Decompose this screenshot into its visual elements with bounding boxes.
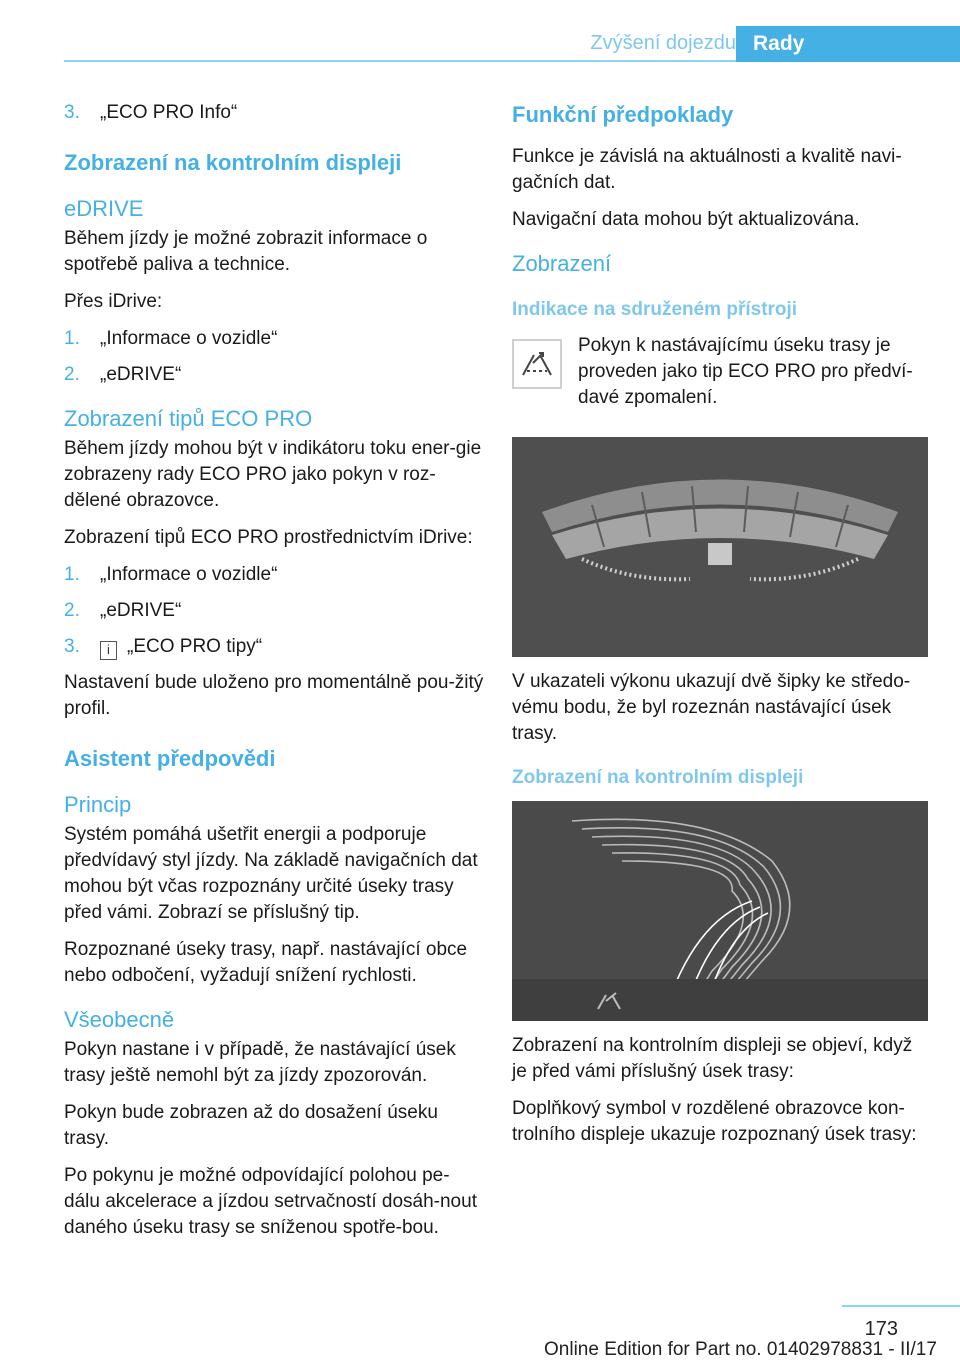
heading-general: Všeobecně	[64, 1007, 175, 1032]
list-item: 2. „eDRIVE“	[64, 364, 182, 385]
left-column	[64, 100, 484, 1252]
heading-prediction-assistant: Asistent předpovědi	[64, 746, 276, 771]
heading-requirements: Funkční předpoklady	[512, 102, 734, 127]
paragraph: Systém pomáhá ušetřit energii a podporuje předvídavý styl jízdy. Na základě navigačních dat mohou být včas rozpoznány určité úseky trasy před vámi. Zobrazí se příslušný tip.	[64, 824, 478, 923]
list-item: 3. „ECO PRO Info“	[64, 102, 238, 123]
paragraph: Během jízdy je možné zobrazit informace o spotřebě paliva a technice.	[64, 228, 428, 275]
list-item: 3. i „ECO PRO tipy“	[64, 634, 484, 660]
paragraph: Pokyn nastane i v případě, že nastávající úsek trasy ještě nemohl být za jízdy zpozorován.	[64, 1039, 456, 1086]
list-item: 1. „Informace o vozidle“	[64, 328, 278, 349]
power-meter-figure	[512, 437, 928, 657]
heading-display: Zobrazení	[512, 251, 612, 276]
route-curve-figure	[512, 801, 928, 1021]
paragraph: Nastavení bude uloženo pro momentálně pou‐žitý profil.	[64, 672, 484, 719]
paragraph: Doplňkový symbol v rozdělené obrazovce kon‐trolního displeje ukazuje rozpoznaný úsek trasy:	[512, 1098, 917, 1145]
paragraph: Rozpoznané úseky trasy, např. nastávající obce nebo odbočení, vyžadují snížení rychlosti.	[64, 939, 468, 986]
paragraph: Zobrazení na kontrolním displeji se objeví, když je před vámi příslušný úsek trasy:	[512, 1035, 913, 1082]
section-tab: Rady	[736, 26, 960, 62]
paragraph: Pokyn k nastávajícímu úseku trasy je proveden jako tip ECO PRO pro předví‐davé zpomalení.	[578, 335, 913, 408]
right-column	[512, 100, 932, 1159]
paragraph: Zobrazení tipů ECO PRO prostřednictvím iDrive:	[64, 527, 473, 548]
heading-edrive: eDRIVE	[64, 196, 144, 221]
paragraph: Navigační data mohou být aktualizována.	[512, 209, 860, 230]
heading-principle: Princip	[64, 792, 132, 817]
eco-pro-slowdown-icon	[512, 339, 562, 389]
paragraph: Během jízdy mohou být v indikátoru toku ener‐gie zobrazeny rady ECO PRO jako pokyn v roz‐dělené obrazovce.	[64, 438, 482, 511]
paragraph: Funkce je závislá na aktuálnosti a kvalitě navi‐gačních dat.	[512, 146, 902, 193]
heading-control-display-right: Zobrazení na kontrolním displeji	[512, 767, 804, 788]
list-item: 1. „Informace o vozidle“	[64, 564, 278, 585]
paragraph: V ukazateli výkonu ukazují dvě šipky ke středo‐vému bodu, že byl rozeznán nastávající úsek trasy.	[512, 671, 911, 744]
list-eco-pro-info	[64, 100, 484, 126]
footer-rule	[842, 1305, 960, 1307]
heading-eco-pro-tips: Zobrazení tipů ECO PRO	[64, 406, 313, 431]
list-edrive-steps	[64, 326, 484, 388]
paragraph: Pokyn bude zobrazen až do dosažení úseku trasy.	[64, 1102, 438, 1149]
list-tips-steps	[64, 562, 484, 660]
list-item: 2. „eDRIVE“	[64, 600, 182, 621]
paragraph: Přes iDrive:	[64, 291, 163, 312]
heading-control-display: Zobrazení na kontrolním displeji	[64, 150, 402, 175]
chapter-title: Zvýšení dojezdu	[590, 32, 736, 54]
paragraph: Po pokynu je možné odpovídající polohou pe‐dálu akcelerace a jízdou setrvačností dosáh‐nout daného úseku trasy se sníženou spotře‐bou.	[64, 1165, 477, 1238]
eco-pro-tip-row	[512, 333, 932, 411]
idrive-option-icon: i	[100, 641, 117, 660]
page-number: 173	[864, 1318, 898, 1340]
edition-note: Online Edition for Part no. 01402978831 - II/17	[544, 1339, 937, 1360]
heading-instrument-cluster: Indikace na sdruženém přístroji	[512, 299, 798, 320]
